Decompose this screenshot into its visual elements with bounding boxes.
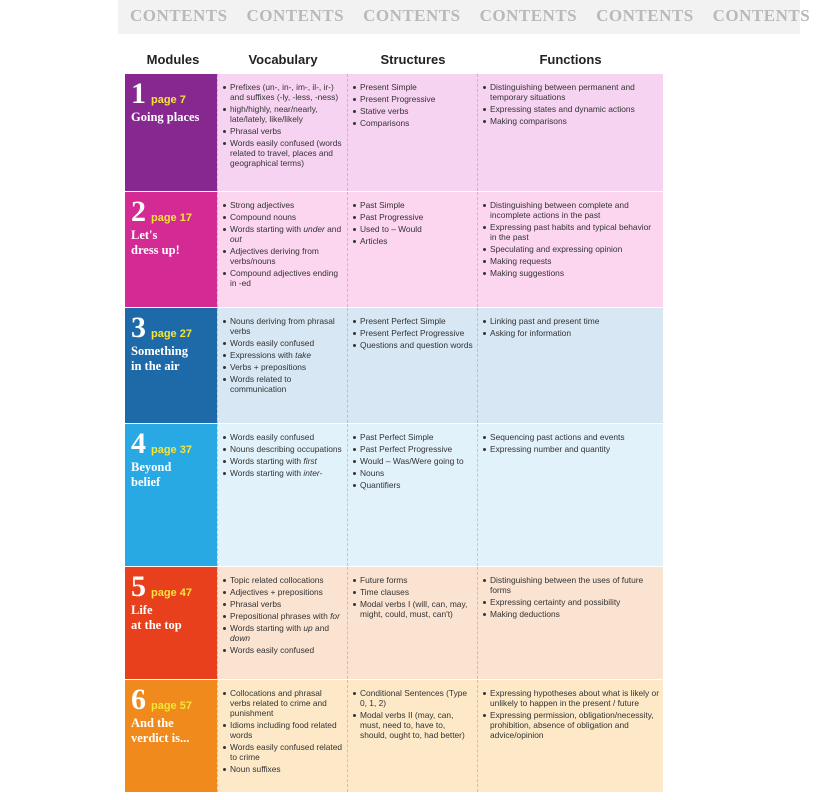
list-item: Expressing permission, obligation/necessity, prohibition, absence of obligation and advice/opinion bbox=[482, 710, 659, 740]
structures-cell bbox=[347, 424, 477, 566]
structures-cell bbox=[347, 680, 477, 792]
list-item: Phrasal verbs bbox=[222, 599, 343, 609]
module-title: Beyond belief bbox=[131, 460, 172, 489]
vocabulary-cell-list bbox=[222, 82, 343, 168]
functions-cell bbox=[477, 192, 663, 307]
module-number: 2 bbox=[131, 195, 146, 228]
list-item: high/highly, near/nearly, late/lately, like/likely bbox=[222, 104, 343, 124]
list-item: Words starting with first bbox=[222, 456, 343, 466]
module-label bbox=[125, 424, 217, 566]
functions-cell bbox=[477, 680, 663, 792]
banner-word: CONTENTS bbox=[479, 6, 578, 25]
list-item: Conditional Sentences (Type 0, 1, 2) bbox=[352, 688, 473, 708]
structures-cell-list bbox=[352, 200, 473, 246]
list-item: Expressing past habits and typical behavior in the past bbox=[482, 222, 659, 242]
banner-word: CONTENTS bbox=[363, 6, 461, 25]
module-page[interactable]: page 57 bbox=[151, 700, 192, 712]
functions-cell bbox=[477, 567, 663, 679]
column-headers bbox=[0, 52, 800, 74]
module-row bbox=[125, 192, 663, 308]
module-heading bbox=[131, 570, 211, 603]
list-item: Distinguishing between permanent and temporary situations bbox=[482, 82, 659, 102]
functions-cell-list bbox=[482, 575, 659, 619]
list-item: Time clauses bbox=[352, 587, 473, 597]
list-item: Topic related collocations bbox=[222, 575, 343, 585]
list-item: Expressing number and quantity bbox=[482, 444, 659, 454]
vocabulary-cell bbox=[217, 567, 347, 679]
structures-cell bbox=[347, 308, 477, 423]
list-item: Would – Was/Were going to bbox=[352, 456, 473, 466]
vocabulary-cell-list bbox=[222, 200, 343, 288]
list-item: Articles bbox=[352, 236, 473, 246]
list-item: Words starting with under and out bbox=[222, 224, 343, 244]
list-item: Making comparisons bbox=[482, 116, 659, 126]
module-title: Let's dress up! bbox=[131, 228, 180, 257]
vocabulary-cell bbox=[217, 308, 347, 423]
vocabulary-cell-list bbox=[222, 575, 343, 655]
list-item: Making suggestions bbox=[482, 268, 659, 278]
list-item: Nouns bbox=[352, 468, 473, 478]
module-title: Life at the top bbox=[131, 603, 182, 632]
contents-table bbox=[125, 74, 663, 793]
vocabulary-cell-list bbox=[222, 688, 343, 774]
list-item: Comparisons bbox=[352, 118, 473, 128]
functions-cell-list bbox=[482, 200, 659, 278]
list-item: Distinguishing between complete and incomplete actions in the past bbox=[482, 200, 659, 220]
module-title: And the verdict is... bbox=[131, 716, 190, 745]
list-item: Words related to communication bbox=[222, 374, 343, 394]
list-item: Words easily confused bbox=[222, 645, 343, 655]
list-item: Words easily confused (words related to travel, places and geographical terms) bbox=[222, 138, 343, 168]
list-item: Expressions with take bbox=[222, 350, 343, 360]
vocabulary-cell bbox=[217, 424, 347, 566]
vocabulary-cell bbox=[217, 74, 347, 191]
module-label bbox=[125, 74, 217, 191]
module-number: 6 bbox=[131, 683, 146, 716]
list-item: Sequencing past actions and events bbox=[482, 432, 659, 442]
functions-cell-list bbox=[482, 688, 659, 740]
structures-cell-list bbox=[352, 432, 473, 490]
list-item: Stative verbs bbox=[352, 106, 473, 116]
functions-cell-list bbox=[482, 82, 659, 126]
banner-word: CONTENTS bbox=[246, 6, 345, 25]
list-item: Adjectives deriving from verbs/nouns bbox=[222, 246, 343, 266]
header-vocabulary: Vocabulary bbox=[248, 52, 318, 67]
module-label bbox=[125, 192, 217, 307]
functions-cell-list bbox=[482, 432, 659, 454]
list-item: Present Simple bbox=[352, 82, 473, 92]
list-item: Past Simple bbox=[352, 200, 473, 210]
list-item: Modal verbs I (will, can, may, might, could, must, can't) bbox=[352, 599, 473, 619]
functions-cell bbox=[477, 308, 663, 423]
module-row bbox=[125, 567, 663, 680]
structures-cell bbox=[347, 567, 477, 679]
banner-word: CONTENTS bbox=[712, 6, 811, 25]
list-item: Idioms including food related words bbox=[222, 720, 343, 740]
module-label bbox=[125, 567, 217, 679]
banner-word: CONTENTS bbox=[596, 6, 694, 25]
module-row bbox=[125, 680, 663, 793]
functions-cell bbox=[477, 424, 663, 566]
list-item: Used to – Would bbox=[352, 224, 473, 234]
module-page[interactable]: page 17 bbox=[151, 212, 192, 224]
list-item: Future forms bbox=[352, 575, 473, 585]
list-item: Expressing states and dynamic actions bbox=[482, 104, 659, 114]
module-number: 5 bbox=[131, 570, 146, 603]
list-item: Modal verbs II (may, can, must, need to, have to, should, ought to, had better) bbox=[352, 710, 473, 740]
list-item: Compound nouns bbox=[222, 212, 343, 222]
module-row bbox=[125, 424, 663, 567]
list-item: Past Perfect Progressive bbox=[352, 444, 473, 454]
module-number: 3 bbox=[131, 311, 146, 344]
vocabulary-cell bbox=[217, 192, 347, 307]
list-item: Nouns describing occupations bbox=[222, 444, 343, 454]
module-label bbox=[125, 308, 217, 423]
module-row bbox=[125, 308, 663, 424]
header-functions: Functions bbox=[539, 52, 602, 67]
list-item: Verbs + prepositions bbox=[222, 362, 343, 372]
list-item: Questions and question words bbox=[352, 340, 473, 350]
list-item: Phrasal verbs bbox=[222, 126, 343, 136]
list-item: Expressing certainty and possibility bbox=[482, 597, 659, 607]
list-item: Present Perfect Simple bbox=[352, 316, 473, 326]
module-row bbox=[125, 74, 663, 192]
list-item: Present Perfect Progressive bbox=[352, 328, 473, 338]
module-heading bbox=[131, 427, 211, 460]
list-item: Past Perfect Simple bbox=[352, 432, 473, 442]
vocabulary-cell-list bbox=[222, 316, 343, 394]
list-item: Adjectives + prepositions bbox=[222, 587, 343, 597]
list-item: Speculating and expressing opinion bbox=[482, 244, 659, 254]
module-page[interactable]: page 27 bbox=[151, 328, 192, 340]
structures-cell bbox=[347, 192, 477, 307]
list-item: Strong adjectives bbox=[222, 200, 343, 210]
list-item: Linking past and present time bbox=[482, 316, 659, 326]
functions-cell bbox=[477, 74, 663, 191]
list-item: Words starting with inter- bbox=[222, 468, 343, 478]
list-item: Words easily confused related to crime bbox=[222, 742, 343, 762]
module-page[interactable]: page 37 bbox=[151, 444, 192, 456]
list-item: Prepositional phrases with for bbox=[222, 611, 343, 621]
banner-word: CONTENTS bbox=[130, 6, 228, 25]
module-number: 1 bbox=[131, 77, 146, 110]
module-page[interactable]: page 7 bbox=[151, 94, 186, 106]
list-item: Words starting with up and down bbox=[222, 623, 343, 643]
module-heading bbox=[131, 683, 211, 716]
list-item: Nouns deriving from phrasal verbs bbox=[222, 316, 343, 336]
structures-cell-list bbox=[352, 316, 473, 350]
structures-cell-list bbox=[352, 688, 473, 740]
list-item: Making deductions bbox=[482, 609, 659, 619]
list-item: Words easily confused bbox=[222, 338, 343, 348]
module-title: Something in the air bbox=[131, 344, 188, 373]
list-item: Expressing hypotheses about what is likely or unlikely to happen in the present / future bbox=[482, 688, 659, 708]
vocabulary-cell-list bbox=[222, 432, 343, 478]
list-item: Asking for information bbox=[482, 328, 659, 338]
list-item: Collocations and phrasal verbs related to crime and punishment bbox=[222, 688, 343, 718]
module-number: 4 bbox=[131, 427, 146, 460]
vocabulary-cell bbox=[217, 680, 347, 792]
structures-cell bbox=[347, 74, 477, 191]
module-label bbox=[125, 680, 217, 792]
list-item: Noun suffixes bbox=[222, 764, 343, 774]
structures-cell-list bbox=[352, 575, 473, 619]
functions-cell-list bbox=[482, 316, 659, 338]
list-item: Present Progressive bbox=[352, 94, 473, 104]
structures-cell-list bbox=[352, 82, 473, 128]
list-item: Quantifiers bbox=[352, 480, 473, 490]
list-item: Past Progressive bbox=[352, 212, 473, 222]
list-item: Compound adjectives ending in -ed bbox=[222, 268, 343, 288]
module-heading bbox=[131, 195, 211, 228]
header-modules: Modules bbox=[146, 52, 200, 67]
module-page[interactable]: page 47 bbox=[151, 587, 192, 599]
contents-banner bbox=[118, 0, 811, 34]
header-structures: Structures bbox=[380, 52, 446, 67]
list-item: Making requests bbox=[482, 256, 659, 266]
list-item: Words easily confused bbox=[222, 432, 343, 442]
module-heading bbox=[131, 311, 211, 344]
module-title: Going places bbox=[131, 110, 200, 124]
list-item: Distinguishing between the uses of future forms bbox=[482, 575, 659, 595]
module-heading bbox=[131, 77, 211, 110]
list-item: Prefixes (un-, in-, im-, il-, ir-) and suffixes (-ly, -less, -ness) bbox=[222, 82, 343, 102]
